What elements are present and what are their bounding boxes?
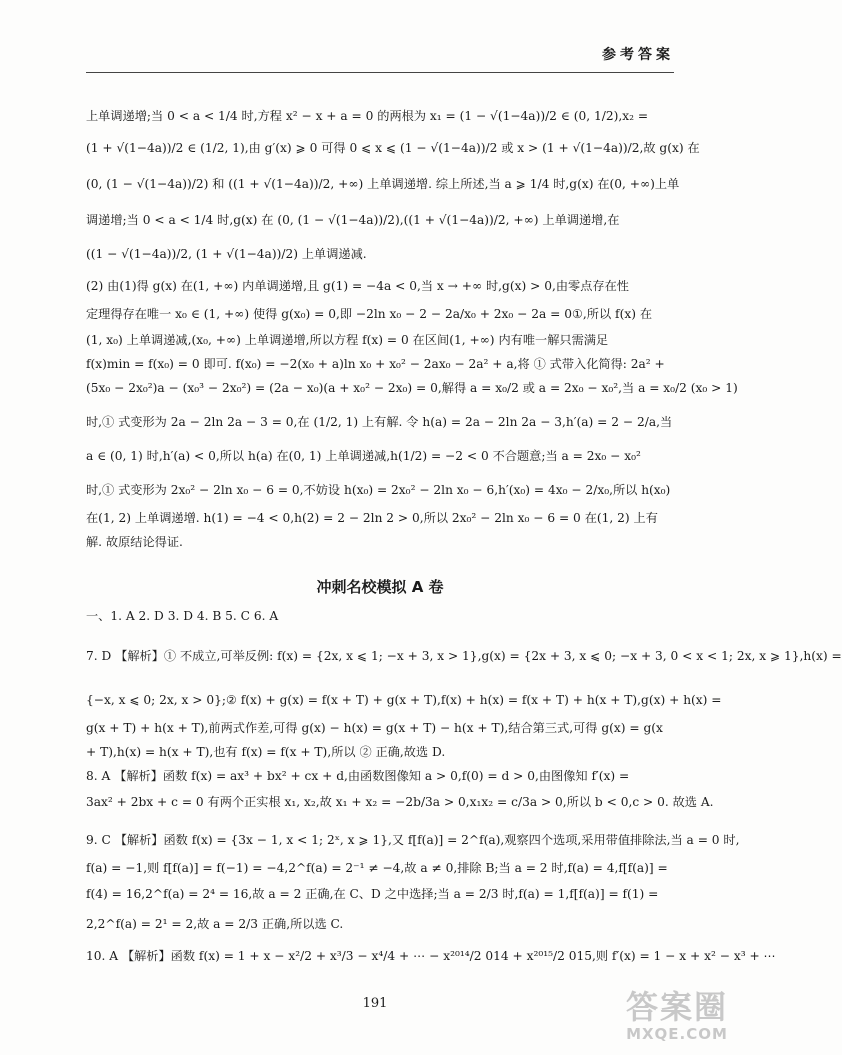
text-line: 定理得存在唯一 x₀ ∈ (1, +∞) 使得 g(x₀) = 0,即 −2ln x₀ − 2 − 2a/x₀ + 2x₀ − 2a = 0①,所以 f(x) 在 [86, 307, 653, 321]
watermark-logo [612, 989, 742, 1049]
text-line: ((1 − √(1−4a))/2, (1 + √(1−4a))/2) 上单调递减. [86, 247, 367, 261]
answer-line: 3ax² + 2bx + c = 0 有两个正实根 x₁, x₂,故 x₁ + x₂ = −2b/3a > 0,x₁x₂ = c/3a > 0,所以 b < 0,c > 0. 故选 A. [86, 795, 714, 809]
running-header: 参考答案 [602, 47, 674, 63]
text-line: 时,① 式变形为 2x₀² − 2ln x₀ − 6 = 0,不妨设 h(x₀) = 2x₀² − 2ln x₀ − 6,h′(x₀) = 4x₀ − 2/x₀,所以 h(x₀) [86, 483, 671, 497]
header-rule [86, 72, 674, 73]
text-line: 时,① 式变形为 2a − 2ln 2a − 3 = 0,在 (1/2, 1) 上有解. 令 h(a) = 2a − 2ln 2a − 3,h′(a) = 2 − 2/a,当 [86, 415, 673, 429]
text-line: (2) 由(1)得 g(x) 在(1, +∞) 内单调递增,且 g(1) = −4a < 0,当 x → +∞ 时,g(x) > 0,由零点存在性 [86, 279, 629, 293]
answer-line: + T),h(x) = h(x + T),也有 f(x) = f(x + T),所以 ② 正确,故选 D. [86, 745, 446, 759]
answer-line: 8. A 【解析】函数 f(x) = ax³ + bx² + cx + d,由函数图像知 a > 0,f(0) = d > 0,由图像知 f′(x) = [86, 769, 630, 783]
text-line: (5x₀ − 2x₀²)a − (x₀³ − 2x₀²) = (2a − x₀)(a + x₀² − 2x₀) = 0,解得 a = x₀/2 或 a = 2x₀ − x₀²,当 a = x₀/2 (x₀ > 1) [86, 381, 738, 395]
text-line: (1, x₀) 上单调递减,(x₀, +∞) 上单调递增,所以方程 f(x) = 0 在区间(1, +∞) 内有唯一解只需满足 [86, 333, 609, 347]
answer-line: f(a) = −1,则 f[f(a)] = f(−1) = −4,2^f(a) = 2⁻¹ ≠ −4,故 a ≠ 0,排除 B;当 a = 2 时,f(a) = 4,f[f(a)] = [86, 861, 668, 875]
watermark-title: 答案圈 [625, 988, 728, 1026]
answer-line: {−x, x ⩽ 0; 2x, x > 0};② f(x) + g(x) = f(x + T) + g(x + T),f(x) + h(x) = f(x + T) + h(x + T),g(x) + h(x) = [86, 693, 722, 707]
answer-line: f(4) = 16,2^f(a) = 2⁴ = 16,故 a = 2 正确,在 C、D 之中选择;当 a = 2/3 时,f(a) = 1,f[f(a)] = f(1) = [86, 887, 659, 901]
text-line: 调递增;当 0 < a < 1/4 时,g(x) 在 (0, (1 − √(1−4a))/2),((1 + √(1−4a))/2, +∞) 上单调递增,在 [86, 213, 620, 227]
answer-line: g(x + T) + h(x + T),前两式作差,可得 g(x) − h(x) = g(x + T) − h(x + T),结合第三式,可得 g(x) = g(x [86, 721, 663, 735]
answer-line: 一、1. A 2. D 3. D 4. B 5. C 6. A [86, 609, 279, 623]
text-line: 解. 故原结论得证. [86, 535, 183, 549]
answer-line: 10. A 【解析】函数 f(x) = 1 + x − x²/2 + x³/3 − x⁴/4 + ⋯ − x²⁰¹⁴/2 014 + x²⁰¹⁵/2 015,则 f′(x) = 1 − x + x² − x³ + ⋯ [86, 949, 776, 963]
text-line: (1 + √(1−4a))/2 ∈ (1/2, 1),由 g′(x) ⩾ 0 可得 0 ⩽ x ⩽ (1 − √(1−4a))/2 或 x > (1 + √(1−4a))/2,故 g(x) 在 [86, 141, 700, 155]
answer-line: 9. C 【解析】函数 f(x) = {3x − 1, x < 1; 2ˣ, x ⩾ 1},又 f[f(a)] = 2^f(a),观察四个选项,采用带值排除法,当 a = 0 时, [86, 833, 740, 847]
text-line: f(x)min = f(x₀) = 0 即可. f(x₀) = −2(x₀ + a)ln x₀ + x₀² − 2ax₀ − 2a² + a,将 ① 式带入化简得: 2a² + [86, 357, 665, 371]
page-number: 191 [362, 996, 388, 1011]
answer-line: 7. D 【解析】① 不成立,可举反例: f(x) = {2x, x ⩽ 1; −x + 3, x > 1},g(x) = {2x + 3, x ⩽ 0; −x + 3, 0 < x < 1; 2x, x ⩾ 1},h(x) = [86, 649, 842, 663]
answer-line: 2,2^f(a) = 2¹ = 2,故 a = 2/3 正确,所以选 C. [86, 917, 344, 931]
section-title: 冲刺名校模拟 A 卷 [316, 578, 444, 596]
text-line: (0, (1 − √(1−4a))/2) 和 ((1 + √(1−4a))/2, +∞) 上单调递增. 综上所述,当 a ⩾ 1/4 时,g(x) 在(0, +∞)上单 [86, 177, 680, 191]
text-line: a ∈ (0, 1) 时,h′(a) < 0,所以 h(a) 在(0, 1) 上单调递减,h(1/2) = −2 < 0 不合题意;当 a = 2x₀ − x₀² [86, 449, 641, 463]
watermark-url: MXQE.COM [626, 1025, 728, 1043]
text-line: 在(1, 2) 上单调递增. h(1) = −4 < 0,h(2) = 2 − 2ln 2 > 0,所以 2x₀² − 2ln x₀ − 6 = 0 在(1, 2) 上有 [86, 511, 658, 525]
text-line: 上单调递增;当 0 < a < 1/4 时,方程 x² − x + a = 0 的两根为 x₁ = (1 − √(1−4a))/2 ∈ (0, 1/2),x₂ = [86, 109, 649, 123]
